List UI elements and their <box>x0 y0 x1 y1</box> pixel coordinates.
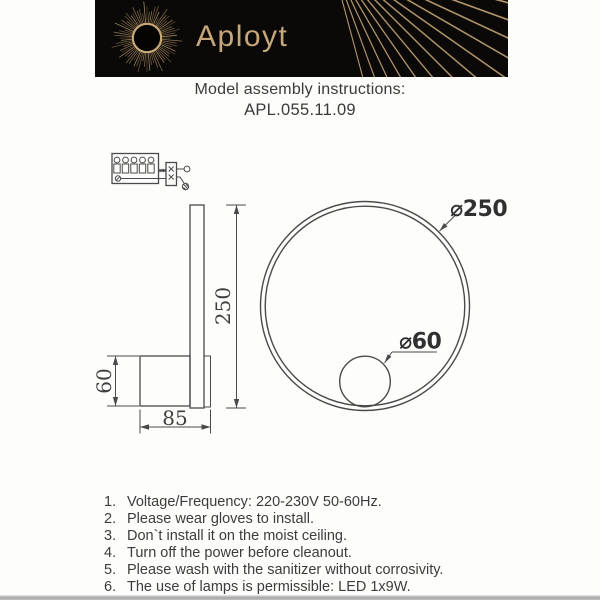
instruction-item <box>104 528 443 545</box>
ring-inner <box>265 206 465 406</box>
wall-mount-box <box>140 356 190 406</box>
brand-name: Aployt <box>196 20 289 53</box>
dimension-depth <box>140 406 211 434</box>
instruction-number: 5. <box>104 562 117 578</box>
instruction-text: Don`t install it on the moist ceiling. <box>127 528 348 544</box>
instruction-item <box>104 511 443 528</box>
instruction-number: 3. <box>104 528 117 544</box>
instruction-text: Please wear gloves to install. <box>127 511 314 527</box>
side-view-drawing <box>92 205 246 434</box>
instruction-number: 1. <box>104 494 117 510</box>
front-view-drawing <box>261 197 508 411</box>
ball-diameter-callout <box>385 330 442 364</box>
wiring-detail-drawing <box>112 154 190 190</box>
terminal-screws <box>114 157 154 173</box>
instruction-item <box>104 545 443 562</box>
instruction-number: 2. <box>104 511 117 527</box>
ring-diameter-callout <box>440 197 508 231</box>
instruction-text: The use of lamps is permissible: LED 1x9W. <box>127 579 411 595</box>
dim-depth-label: 85 <box>162 406 188 430</box>
dim-height-label: 250 <box>211 286 235 326</box>
connector-block <box>166 163 177 186</box>
page-bottom-edge <box>0 595 600 600</box>
wire-end <box>184 166 190 172</box>
instruction-text: Turn off the power before cleanout. <box>127 545 352 561</box>
instructions-title: Model assembly instructions: <box>194 81 406 98</box>
dimension-height <box>211 205 246 408</box>
instruction-item <box>104 579 443 596</box>
dimension-mount-height <box>92 356 139 406</box>
ball-lamp <box>340 356 391 407</box>
lamp-bar-profile <box>190 205 204 408</box>
instruction-item <box>104 562 443 579</box>
ring-diameter-label: ⌀250 <box>450 197 508 222</box>
instruction-number: 6. <box>104 579 117 595</box>
dim-mount-height-label: 60 <box>92 368 116 394</box>
instruction-text: Voltage/Frequency: 220-230V 50-60Hz. <box>127 494 382 510</box>
backplate-profile <box>204 356 211 407</box>
ground-symbol-icon <box>182 183 188 190</box>
ball-diameter-label: ⌀60 <box>399 329 442 355</box>
ring-outer <box>261 202 470 411</box>
instruction-item <box>104 494 443 511</box>
instruction-list <box>104 494 443 596</box>
model-number: APL.055.11.09 <box>244 101 356 119</box>
instruction-text: Please wash with the sanitizer without corrosivity. <box>127 562 444 578</box>
instruction-number: 4. <box>104 545 117 561</box>
